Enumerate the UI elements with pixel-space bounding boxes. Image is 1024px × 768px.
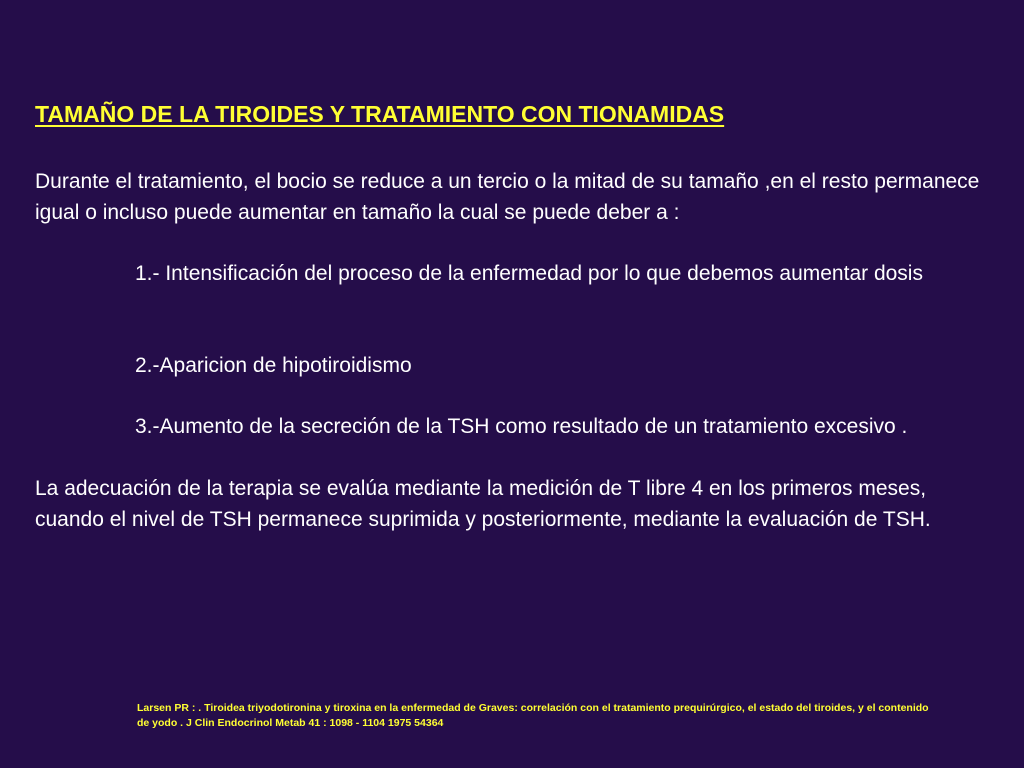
- conclusion-paragraph: La adecuación de la terapia se evalúa mediante la medición de T libre 4 en los primeros meses, cuando el nivel de TSH permanece suprimida y posteriormente, mediante la evaluación de TSH.: [35, 477, 931, 531]
- reference-citation: Larsen PR : . Tiroidea triyodotironina y tiroxina en la enfermedad de Graves: correlación con el tratamiento prequirúrgico, el estado del tiroides, y el contenido de yodo . J Clin Endocrinol Metab 41 : 1098 - 1104 1975 54364: [137, 702, 929, 729]
- slide-title: TAMAÑO DE LA TIROIDES Y TRATAMIENTO CON TIONAMIDAS: [35, 101, 725, 127]
- list-item-3: 3.-Aumento de la secreción de la TSH como resultado de un tratamiento excesivo .: [135, 415, 908, 438]
- list-item-1: 1.- Intensificación del proceso de la enfermedad por lo que debemos aumentar dosis: [135, 262, 923, 285]
- intro-paragraph: Durante el tratamiento, el bocio se reduce a un tercio o la mitad de su tamaño ,en el resto permanece igual o incluso puede aumentar en tamaño la cual se puede deber a :: [35, 170, 980, 224]
- list-item-2: 2.-Aparicion de hipotiroidismo: [135, 354, 412, 377]
